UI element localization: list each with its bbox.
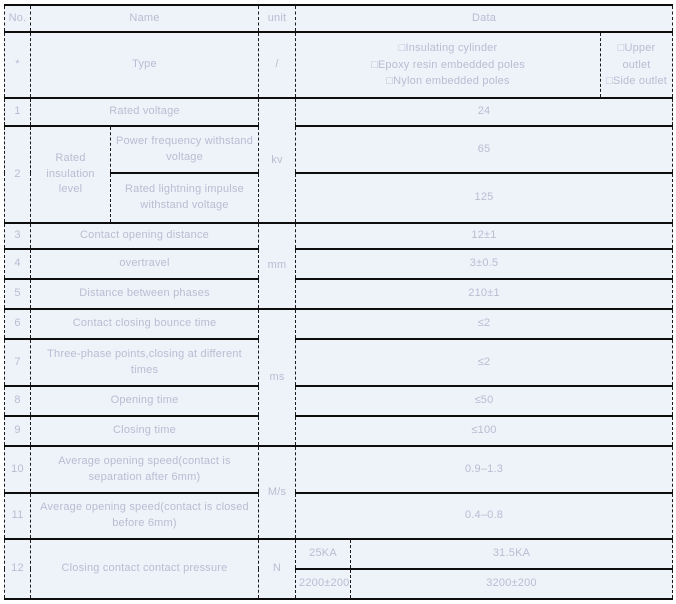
checkbox-icon: □	[398, 42, 406, 55]
table-row	[5, 446, 673, 493]
cell-data: ≤100	[296, 416, 673, 446]
cell-no: 11	[5, 493, 31, 539]
cell-name: Opening time	[31, 386, 259, 416]
cell-no: 12	[5, 539, 31, 599]
cell-no: 4	[5, 249, 31, 279]
cell-name: Average opening speed(contact is closed before 6mm)	[31, 493, 259, 539]
cell-data: ≤2	[296, 339, 673, 386]
checkbox-icon: □	[371, 58, 378, 71]
cell-unit: /	[259, 32, 296, 98]
cell-no: *	[5, 32, 31, 98]
cell-data: 210±1	[296, 279, 673, 309]
outlet-options-cell	[601, 32, 673, 98]
cell-no: 5	[5, 279, 31, 309]
cell-data: 24	[296, 98, 673, 126]
type-option	[299, 57, 597, 74]
table-row	[5, 279, 673, 309]
cell-data: ≤2	[296, 309, 673, 339]
checkbox-icon: □	[386, 75, 394, 88]
cell-data: 31.5KA	[351, 539, 673, 569]
table-row	[5, 98, 673, 126]
cell-unit: N	[259, 539, 296, 599]
outlet-option-label: Upper outlet	[622, 42, 656, 71]
cell-unit: M/s	[259, 446, 296, 539]
specification-table	[4, 4, 673, 600]
header-data: Data	[296, 5, 673, 32]
cell-name: Type	[31, 32, 259, 98]
type-row	[5, 32, 673, 98]
cell-data: 3±0.5	[296, 249, 673, 279]
cell-name: Average opening speed(contact is separation after 6mm)	[31, 446, 259, 493]
table-row	[5, 339, 673, 386]
type-option	[299, 73, 597, 90]
cell-data: ≤50	[296, 386, 673, 416]
checkbox-icon: □	[605, 75, 613, 88]
cell-data: 125	[296, 173, 673, 223]
cell-name-group: Rated insulation level	[31, 126, 111, 223]
cell-no: 2	[5, 126, 31, 223]
type-option-label: Epoxy resin embedded poles	[377, 58, 525, 71]
cell-name: Contact closing bounce time	[31, 309, 259, 339]
cell-no: 1	[5, 98, 31, 126]
cell-name: Contact opening distance	[31, 223, 259, 249]
cell-data: 65	[296, 126, 673, 173]
type-option-label: Nylon embedded poles	[393, 75, 510, 88]
outlet-option	[604, 73, 669, 90]
cell-name: overtravel	[31, 249, 259, 279]
cell-data: 0.9–1.3	[296, 446, 673, 493]
outlet-option	[604, 40, 669, 73]
table-row	[5, 223, 673, 249]
cell-subname: Power frequency withstand voltage	[111, 126, 259, 173]
type-option	[299, 40, 597, 57]
header-unit: unit	[259, 5, 296, 32]
cell-name: Closing time	[31, 416, 259, 446]
cell-data: 25KA	[296, 539, 351, 569]
cell-data: 3200±200	[351, 569, 673, 599]
cell-no: 6	[5, 309, 31, 339]
cell-no: 3	[5, 223, 31, 249]
cell-subname: Rated lightning impulse withstand voltage	[111, 173, 259, 223]
cell-unit: ms	[259, 309, 296, 446]
header-name: Name	[31, 5, 259, 32]
table-row	[5, 493, 673, 539]
cell-unit: kv	[259, 98, 296, 223]
cell-name: Rated voltage	[31, 98, 259, 126]
checkbox-icon: □	[617, 42, 625, 55]
type-options-cell	[296, 32, 601, 98]
cell-data: 2200±200	[296, 569, 351, 599]
cell-data: 12±1	[296, 223, 673, 249]
cell-no: 7	[5, 339, 31, 386]
type-option-label: Insulating cylinder	[405, 42, 498, 55]
cell-name: Distance between phases	[31, 279, 259, 309]
table-row	[5, 249, 673, 279]
table-header-row	[5, 5, 673, 32]
cell-no: 10	[5, 446, 31, 493]
cell-data: 0.4–0.8	[296, 493, 673, 539]
cell-name: Closing contact contact pressure	[31, 539, 259, 599]
cell-name: Three-phase points,closing at different times	[31, 339, 259, 386]
cell-no: 9	[5, 416, 31, 446]
table-row	[5, 386, 673, 416]
table-row	[5, 416, 673, 446]
table-row	[5, 309, 673, 339]
table-row	[5, 539, 673, 569]
table-row	[5, 126, 673, 173]
cell-unit: mm	[259, 223, 296, 309]
header-no: No.	[5, 5, 31, 32]
outlet-option-label: Side outlet	[612, 75, 668, 88]
cell-no: 8	[5, 386, 31, 416]
